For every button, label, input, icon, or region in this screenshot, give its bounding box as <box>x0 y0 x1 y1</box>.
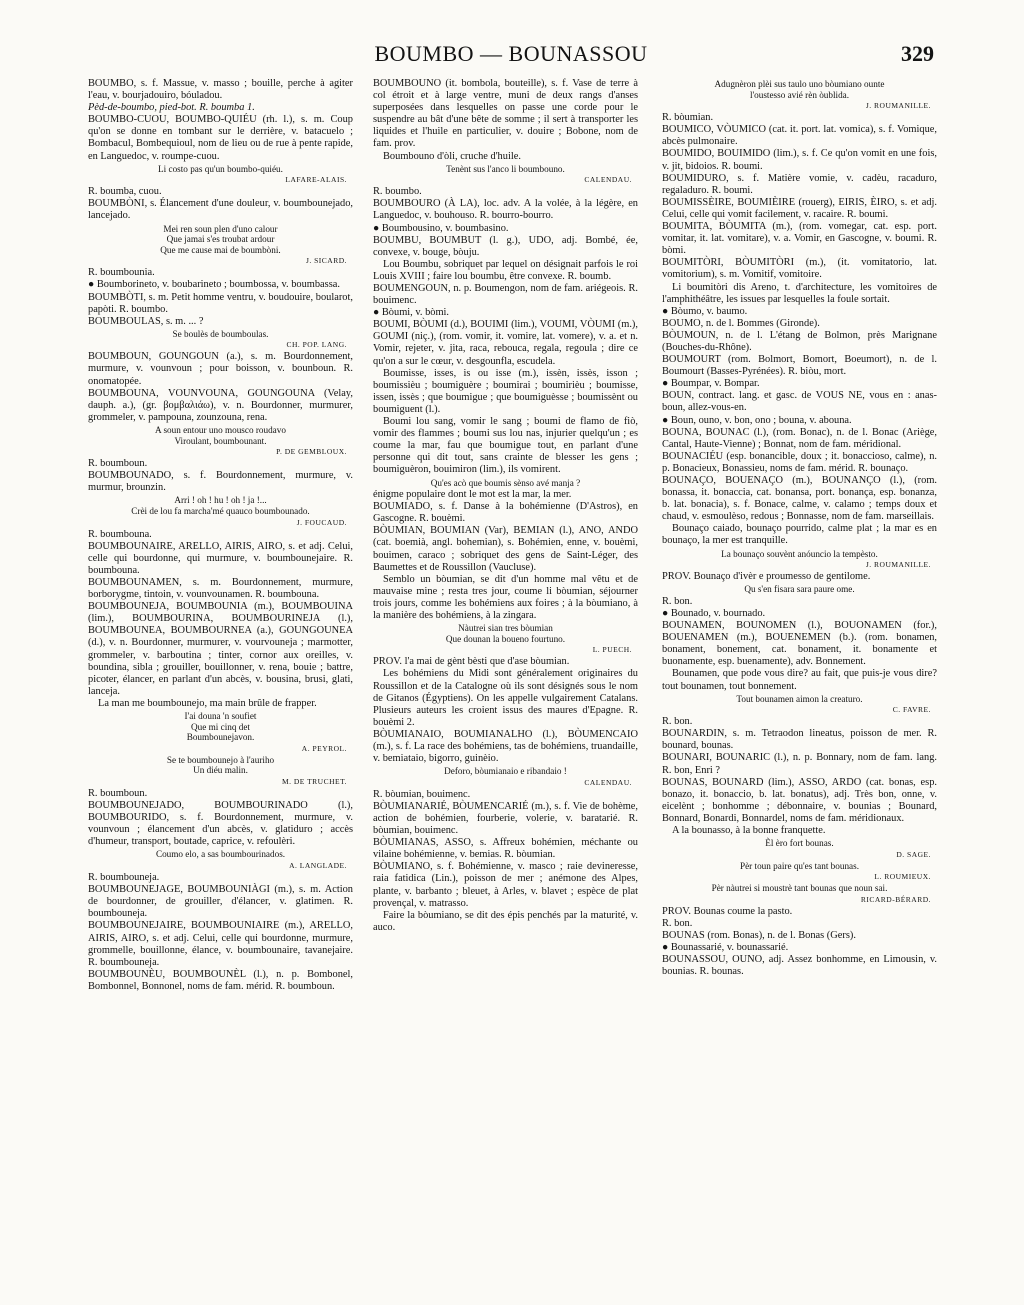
verse-line: Que mi cinq det <box>191 721 250 732</box>
dictionary-entry: BOUMBOUNEJAIRE, BOUMBOUNIAIRE (m.), ARELLO, AIRIS, AIRO, s. et adj. Celui, celle qui bourdonne, murmure, grommelle, bouillonne, élance, v. boumbounaire, tavanejaire. R. boumbouneja. <box>88 920 353 968</box>
verse-quote <box>662 584 937 595</box>
quote-attribution: C. FAVRE. <box>892 705 931 715</box>
dictionary-entry: BÒUMIANARIÉ, BÒUMENCARIÉ (m.), s. f. Vie de bohème, action de bohémien, fourberie, volerie, v. baratarié. R. bòumian, bouimenc. <box>373 800 638 837</box>
dictionary-entry: BOUNAÇO, BOUENAÇO (m.), BOUNANÇO (l.), (rom. bonassa, it. bonaccia, cat. bonansa, port. bonança, esp. bonanza, b. lat. bonacia), s. f. Bonace, calme, v. calamo ; temps doux et chaud, v. esmoulèso, redous ; Bonnasse, nom de fam. marseillais. <box>662 475 937 523</box>
quote-attribution: L. ROUMIEUX. <box>874 872 931 882</box>
quote-attribution: RICARD-BÉRARD. <box>860 894 931 904</box>
dictionary-entry: R. bon. <box>662 918 693 929</box>
dictionary-entry: Les bohémiens du Midi sont généralement originaires du Roussillon et de la Catalogne où ils sont désignés sous le nom de Gitanos (Égyptiens). On les appelle vulgairement Catalans. Plusieurs auteurs les croient issus des maures d'Epagne. R. bouèmi 2. <box>373 668 638 728</box>
dictionary-entry: ● Bòumo, v. baumo. <box>662 305 748 317</box>
quote-attribution: P. DE GEMBLOUX. <box>276 447 347 457</box>
quote-attribution: D. SAGE. <box>896 849 931 859</box>
dictionary-entry: BOUMBOUNO (it. bombola, bouteille), s. f. Vase de terre à col étroit et à large ventre, muni de deux rangs d'anses superposées dans lesquelles on passe une corde pour le suspendre au bât d'une bête de somme ; il sert à transporter les liquides et l'huile en particulier, v. douire ; Bobone, nom de fam. prov. <box>373 78 638 150</box>
quote-attribution: CALENDAU. <box>584 175 632 185</box>
verse-line: Nàutrei sian tres bòumian <box>458 623 553 634</box>
verse-line: Boumbounejavon. <box>186 732 255 743</box>
dictionary-entry: R. boumboun. <box>88 458 148 470</box>
dictionary-entry: ● Bòumi, v. bòmi. <box>373 307 450 319</box>
dictionary-entry: ● Boumpar, v. Bompar. <box>662 378 760 390</box>
verse-line: Que me cause mai de boumbòni. <box>160 244 281 255</box>
dictionary-entry: BOUMBÒTI, s. m. Petit homme ventru, v. boudouire, boularot, papòti. R. boumbo. <box>88 291 353 315</box>
dictionary-entry: BOUMBOUNEJAGE, BOUMBOUNIÀGI (m.), s. m. Action de bourdonner, de grouiller, d'élancer, v. glatimen. R. boumbouneja. <box>88 884 353 920</box>
dictionary-entry: R. bòumian. <box>662 112 714 124</box>
verse-line: l'oustesso avié rèn òublida. <box>749 89 850 100</box>
dictionary-entry: Faire la bòumiano, se dit des épis penchés par la maturité, v. auco. <box>373 909 638 933</box>
verse-quote <box>88 755 353 776</box>
quote-attribution: J. ROUMANILLE. <box>865 560 931 570</box>
dictionary-entry: BOUMBOUNEJA, BOUMBOUNIA (m.), BOUMBOUINA (lim.), BOUMBOURINA, BOUMBOURINEJA (l.), BOUMBOUNEA, BOUMBOURNEA (a.), GOUNGOUNEA (d.), v. n. Bourdonner, murmurer, v. vourvouneja ; marmotter, grommeler, v. barboutina ; tinter, cornor aux oreilles, v. boundina, sibla ; grouiller, bouillonner, v. rena, bouie ; battre, picoter, élancer, en parlant d'un abcès, v. bousina, brusi, glati, lanceja. <box>88 601 353 697</box>
verse-line: Viroulant, boumbounant. <box>174 435 267 446</box>
verse-line: I'ai douna 'n soufiet <box>184 711 257 721</box>
verse-line: Adugnèron plèi sus taulo uno bòumiano ounte <box>714 79 885 89</box>
quote-attribution: J. FOUCAUD. <box>296 517 347 527</box>
verse-line: Un diéu malin. <box>193 765 248 776</box>
dictionary-entry: BOUMO, n. de l. Bommes (Gironde). <box>662 317 820 329</box>
dictionary-entry: BÒUMIANAIO, BOUMIANALHO (l.), BÒUMENCAIO (m.), s. f. La race des bohémiens, tas de bohémiens, truandaille, v. bemiataio, bigorro, guinèio. <box>373 728 638 765</box>
dictionary-entry: R. boumbounia. <box>88 267 155 279</box>
dictionary-entry: BOUMIADO, s. f. Danse à la bohémienne (D'Astros), en Gascogne. R. bouèmi. <box>373 501 638 525</box>
quote-attribution: A. LANGLADE. <box>289 861 347 871</box>
verse-quote <box>662 79 937 100</box>
verse-line: Qu'es acò que boumis sènso avé manja ? <box>430 477 581 488</box>
dictionary-entry: Boumisse, isses, is ou isse (m.), issèn, issès, isson ; boumissièu ; boumiguère ; boumirai ; boumirièu ; boumisse, issen, issès ; que boumigue ; que boumiguèsse ; boumissènt ou boumiguent (l.). <box>373 367 638 415</box>
dictionary-entry: R. boumbo. <box>373 186 422 198</box>
verse-line: Coumo elo, a sas boumbourinados. <box>155 849 286 860</box>
dictionary-entry: BOUMBÒNI, s. Élancement d'une douleur, v. boumbounejado, lancejado. <box>88 198 353 222</box>
dictionary-entry: BOUNASSOU, OUNO, adj. Assez bonhomme, en Limousin, v. bounias. R. bounas. <box>662 954 937 978</box>
dictionary-entry: BOUMENGOUN, n. p. Boumengon, nom de fam. ariégeois. R. bouimenc. <box>373 283 638 307</box>
dictionary-entry: BOUMITA, BÒUMITA (m.), (rom. vomegar, cat. esp. port. vomitar, it. lat. vomitare), v. a. Vomir, en Gascogne, v. boumi. R. bòmi. <box>662 221 937 257</box>
dictionary-entry: BOUMIDO, BOUIMIDO (lim.), s. f. Ce qu'on vomit en une fois, v. jit, bidoios. R. boumi. <box>662 148 937 172</box>
verse-line: Que jamai s'es troubat ardour <box>166 234 275 245</box>
dictionary-entry: PROV. Bounas coume la pasto. <box>662 905 793 917</box>
verse-line: Tout bounamen aimon la creaturo. <box>736 693 863 704</box>
dictionary-entry: BOUMITÒRI, BÒUMITÒRI (m.), (it. vomitatorio, lat. vomitorium), s. m. Vomitif, vomitoire. <box>662 257 937 281</box>
column-middle <box>373 78 638 1293</box>
quote-attribution: M. DE TRUCHET. <box>281 776 347 786</box>
dictionary-entry: BOUNAS, BOUNARD (lim.), ASSO, ARDO (cat. bonas, esp. bonazo, it. bonaccio, b. lat. bonatus), adj. Très bon, onne, v. eicelènt ; bonhomme ; débonnaire, v. bounias ; Bounard, Bonnard, Bonardi, Bonnardel, noms de fam. méridionaux. <box>662 776 937 824</box>
dictionary-entry: BOUMBOUNA, VOUNVOUNA, GOUNGOUNA (Velay, dauph. a.), (gr. βομβαλιάω), v. n. Bourdonner, murmurer, grommeler, v. pampouna, zounzouna, rena. <box>88 387 353 423</box>
verse-quote <box>88 495 353 516</box>
verse-quote <box>373 623 638 644</box>
quote-attribution: J. SICARD. <box>305 256 347 266</box>
verse-quote <box>88 329 353 340</box>
dictionary-entry: BOUMBOUNAMEN, s. m. Bourdonnement, murmure, borborygme, tintoin, v. vounvounamen. R. boumbouna. <box>88 576 353 601</box>
dictionary-entry: BOUMBOURO (À LA), loc. adv. A la volée, à la légère, en Languedoc, v. bouhouso. R. bourro-bourro. <box>373 198 638 222</box>
dictionary-entry: BOUNARDIN, s. m. Tetraodon lineatus, poisson de mer. R. bounard, bounas. <box>662 728 937 752</box>
verse-quote <box>373 478 638 489</box>
dictionary-entry: BOUMBU, BOUMBUT (l. g.), UDO, adj. Bombé, ée, convexe, v. bouge, bòuju. <box>373 234 638 258</box>
dictionary-entry: BÒUMIANO, s. f. Bohémienne, v. masco ; raie devineresse, raia fatidica (Lin.), poisson de mer ; anémone des Alpes, plante, v. barbanto ; bleuet, à Arles, v. blavet ; espèce de plat provençal, v. matrasso. <box>373 861 638 909</box>
verse-quote <box>662 861 937 872</box>
verse-quote <box>88 849 353 860</box>
dictionary-entry: ● Boumborineto, v. boubarineto ; boumbossa, v. boumbassa. <box>88 279 340 291</box>
dictionary-entry: Boumbouno d'òli, cruche d'huile. <box>383 150 521 162</box>
dictionary-entry: BOUMISSÈIRE, BOUMIÈIRE (rouerg), EIRIS, ÈIRO, s. et adj. Celui, celle qui vomit facilement, v. racaire. R. boumi. <box>662 196 937 220</box>
dictionary-entry: La man me boumbounejo, ma main brûle de frapper. <box>98 697 317 709</box>
verse-line: Arri ! oh ! hu ! oh ! ja !... <box>174 495 267 506</box>
dictionary-entry: BOUMBOUNAIRE, ARELLO, AIRIS, AIRO, s. et adj. Celui, celle qui bourdonne, qui murmure, v. boumbounejaire. R. boumbouna. <box>88 540 353 576</box>
dictionary-entry: BOUMBOUNÈU, BOUMBOUNÈL (l.), n. p. Bombonel, Bombonnel, Bonnonel, noms de fam. mérid. R. boumboun. <box>88 968 353 992</box>
dictionary-entry: R. bòumian, bouimenc. <box>373 788 471 800</box>
dictionary-entry: BOUNARI, BOUNARIC (l.), n. p. Bonnary, nom de fam. lang. R. bon, Enri ? <box>662 752 937 776</box>
dictionary-entry: énigme populaire dont le mot est la mar, la mer. <box>373 489 572 501</box>
dictionary-entry: R. boumbouna. <box>88 528 152 540</box>
verse-quote <box>373 766 638 777</box>
dictionary-entry: R. boumboun. <box>88 787 148 799</box>
dictionary-entry: Boumi lou sang, vomir le sang ; boumi de flamo de fiò, vomir des flammes ; boumi sus lou nas, injurier quelqu'un ; es coume la mar, fau que boumigue tout, en parlant d'une personne qui dit tout, sans crainte de blesser les gens ; boumiguèron, bouimiron (lim.), ils vomirent. <box>373 416 638 476</box>
dictionary-entry: Lou Boumbu, sobriquet par lequel on désignait parfois le roi Louis XVIII ; faire lou boumbu, être convexe. R. boumb. <box>373 258 638 282</box>
dictionary-entry: ● Boun, ouno, v. bon, ono ; bouna, v. abouna. <box>662 414 852 426</box>
verse-line: Deforo, bòumianaio e ribandaio ! <box>444 766 567 777</box>
dictionary-entry: PROV. l'a mai de gènt bèsti que d'ase bòumian. <box>373 656 570 668</box>
dictionary-entry: BOUMBOUN, GOUNGOUN (a.), s. m. Bourdonnement, murmure, v. vounvoun ; pour boisson, v. bounboun. R. onomatopée. <box>88 351 353 387</box>
verse-quote <box>88 425 353 446</box>
verse-line: Èl èro fort bounas. <box>765 838 834 849</box>
page-header <box>88 41 934 77</box>
verse-line: Mei ren soun plen d'uno calour <box>163 223 278 234</box>
dictionary-entry: BOUNA, BOUNAC (l.), (rom. Bonac), n. de l. Bonac (Ariège, Cantal, Haute-Vienne) ; Bonnat, nom de fam. méridional. <box>662 426 937 450</box>
dictionary-entry: BOUMBO, s. f. Massue, v. masso ; bouille, perche à agiter l'eau, v. bourjadouiro, bóuladou. <box>88 78 353 102</box>
verse-line: Pèr toun paire qu'es tant bounas. <box>739 860 860 871</box>
dictionary-entry: PROV. Bounaço d'ivèr e proumesso de gentilome. <box>662 571 871 583</box>
dictionary-entry: BÒUMIANAS, ASSO, s. Affreux bohémien, méchante ou vilaine bohémienne, v. bemias. R. bòumian. <box>373 837 638 861</box>
dictionary-entry: Pèd-de-boumbo, pied-bot. R. boumba 1. <box>88 102 255 114</box>
dictionary-entry: ● Boumbousino, v. boumbasino. <box>373 222 509 234</box>
dictionary-entry: Semblo un bòumian, se dit d'un homme mal vêtu et de mauvaise mine ; resta tres jour, coume li bòumian, séjourner trois jours, comme les bohémiens aux foires ; à la bòumiano, à la manière des bohémiens, à la zingara. <box>373 573 638 622</box>
dictionary-entry: BOUNAS (rom. Bonas), n. de l. Bonas (Gers). <box>662 930 856 942</box>
verse-quote <box>662 549 937 560</box>
verse-quote <box>373 164 638 175</box>
dictionary-entry: BOUMBOUNEJADO, BOUMBOURINADO (l.), BOUMBOURIDO, s. f. Bourdonnement, murmure, v. vounvoun ; élancement d'un abcès, v. glatiduro ; accès d'humeur, transport, boutade, caprice, v. refoulèri. <box>88 800 353 848</box>
dictionary-entry: R. boumba, cuou. <box>88 186 162 198</box>
quote-attribution: A. PEYROL. <box>301 743 347 753</box>
dictionary-entry: BÒUMIAN, BOUMIAN (Var), BEMIAN (l.), ANO, ANDO (cat. boemià, angl. bohemian), s. Bohémien, enne, v. bouèmi, bouimen, caraco ; sobriquet des gens de Saint-Léger, des Baumettes et de Roussillon (Vaucluse). <box>373 525 638 573</box>
verse-line: Se boulès de boumboulas. <box>172 328 269 339</box>
dictionary-entry: BOUMBOULAS, s. m. ... ? <box>88 315 204 327</box>
dictionary-entry: BOUMOURT (rom. Bolmort, Bomort, Boeumort), n. de l. Boumourt (Basses-Pyrénées). R. biòu, mort. <box>662 354 937 378</box>
dictionary-entry: R. bon. <box>662 716 693 728</box>
dictionary-entry: BOUMBOUNADO, s. f. Bourdonnement, murmure, v. murmur, brounzin. <box>88 470 353 494</box>
dictionary-entry: BOUMIDURO, s. f. Matière vomie, v. cadèu, racaduro, regaladuro. R. boumi. <box>662 172 937 196</box>
verse-line: Qu s'en fisara sara paure ome. <box>744 584 855 595</box>
verse-line: Pèr nàutrei si moustrè tant bounas que noun sai. <box>711 883 888 894</box>
dictionary-entry: BOUN, contract. lang. et gasc. de VOUS NE, vous en : anas-boun, allez-vous-en. <box>662 390 937 414</box>
dictionary-entry: BOUNAMEN, BOUNOMEN (l.), BOUONAMEN (for.), BOUENAMEN (m.), BOUENEMEN (b.). (rom. bonamen, bonament, bonement, cat. bonament, it. bonamente et buonamente, esp. buenamente), adv. Bonnement. <box>662 620 937 668</box>
verse-quote <box>662 838 937 849</box>
dictionary-entry: BÒUMOUN, n. de l. L'étang de Bolmon, près Marignane (Bouches-du-Rhône). <box>662 329 937 353</box>
verse-line: Crèi de lou fa marcha'mé quauco boumbounado. <box>131 506 310 516</box>
quote-attribution: CH. POP. LANG. <box>286 340 347 350</box>
dictionary-entry: ● Bounassarié, v. bounassarié. <box>662 942 789 954</box>
verse-line: La bounaço souvènt anóuncio la tempèsto. <box>721 548 878 559</box>
verse-line: Li costo pas qu'un boumbo-quiéu. <box>158 163 283 174</box>
quote-attribution: L. PUECH. <box>592 645 632 655</box>
verse-quote <box>88 224 353 256</box>
dictionary-entry: BOUMICO, VÒUMICO (cat. it. port. lat. vomica), s. f. Vomique, abcès pulmonaire. <box>662 124 937 148</box>
dictionary-entry: BOUMBO-CUOU, BOUMBO-QUIÉU (rh. l.), s. m. Coup qu'on se donne en tombant sur le derrière, v. batacuelo ; Bombacul, Bombequioul, nom de lieu ou de rue à pente rapide, en Languedoc, v. roumpe-cuou. <box>88 114 353 162</box>
column-left <box>88 78 353 1293</box>
verse-quote <box>88 164 353 175</box>
running-head: BOUMBO — BOUNASSOU <box>374 41 648 66</box>
page-number: 329 <box>901 41 934 66</box>
dictionary-entry: R. bon. <box>662 595 693 607</box>
dictionary-entry: BOUNACIÉU (esp. bonancible, doux ; it. bonaccioso, calme), n. p. Bonacieux, Bonassieu, noms de fam. mérid. R. bounaço. <box>662 450 937 474</box>
dictionary-entry: A la bounasso, à la bonne franquette. <box>672 825 826 837</box>
verse-line: A soun entour uno mousco roudavo <box>155 424 286 435</box>
verse-line: Tenènt sus l'anco li boumbouno. <box>446 163 565 174</box>
verse-quote <box>662 883 937 894</box>
dictionary-entry: Bounaço caiado, bounaço pourrido, calme plat ; la mar es en bounaço, la mer est tranquille. <box>662 523 937 547</box>
verse-quote <box>88 711 353 743</box>
dictionary-entry: ● Bounado, v. bournado. <box>662 607 766 619</box>
quote-attribution: LAFARE-ALAIS. <box>285 175 347 185</box>
quote-attribution: J. ROUMANILLE. <box>865 101 931 111</box>
verse-line: Que dounan la boueno fourtuno. <box>445 633 566 644</box>
quote-attribution: CALENDAU. <box>584 777 632 787</box>
dictionary-entry: BOUMI, BÒUMI (d.), BOUIMI (lim.), VOUMI, VÒUMI (m.), GOUMI (niç.), (rom. vomir, it. vomire, lat. vomere), v. a. et n. Vomir, rejeter, v. jita, raca, rebouca, regala, regoula ; dire ce qu'on a sur le cœur, v. desgounfla, escudela. <box>373 319 638 367</box>
dictionary-entry: R. boumbouneja. <box>88 872 160 884</box>
column-right <box>662 78 937 1293</box>
verse-quote <box>662 694 937 705</box>
dictionary-entry: Li boumitòri dis Areno, t. d'architecture, les vomitoires de l'amphithéâtre, les issues par lesquelles la foule sortait. <box>662 281 937 305</box>
dictionary-entry: Bounamen, que pode vous dire? au fait, que puis-je vous dire? tout bounamen, tout bonnement. <box>662 668 937 692</box>
verse-line: Se te boumbounejo à l'auriho <box>166 754 275 765</box>
